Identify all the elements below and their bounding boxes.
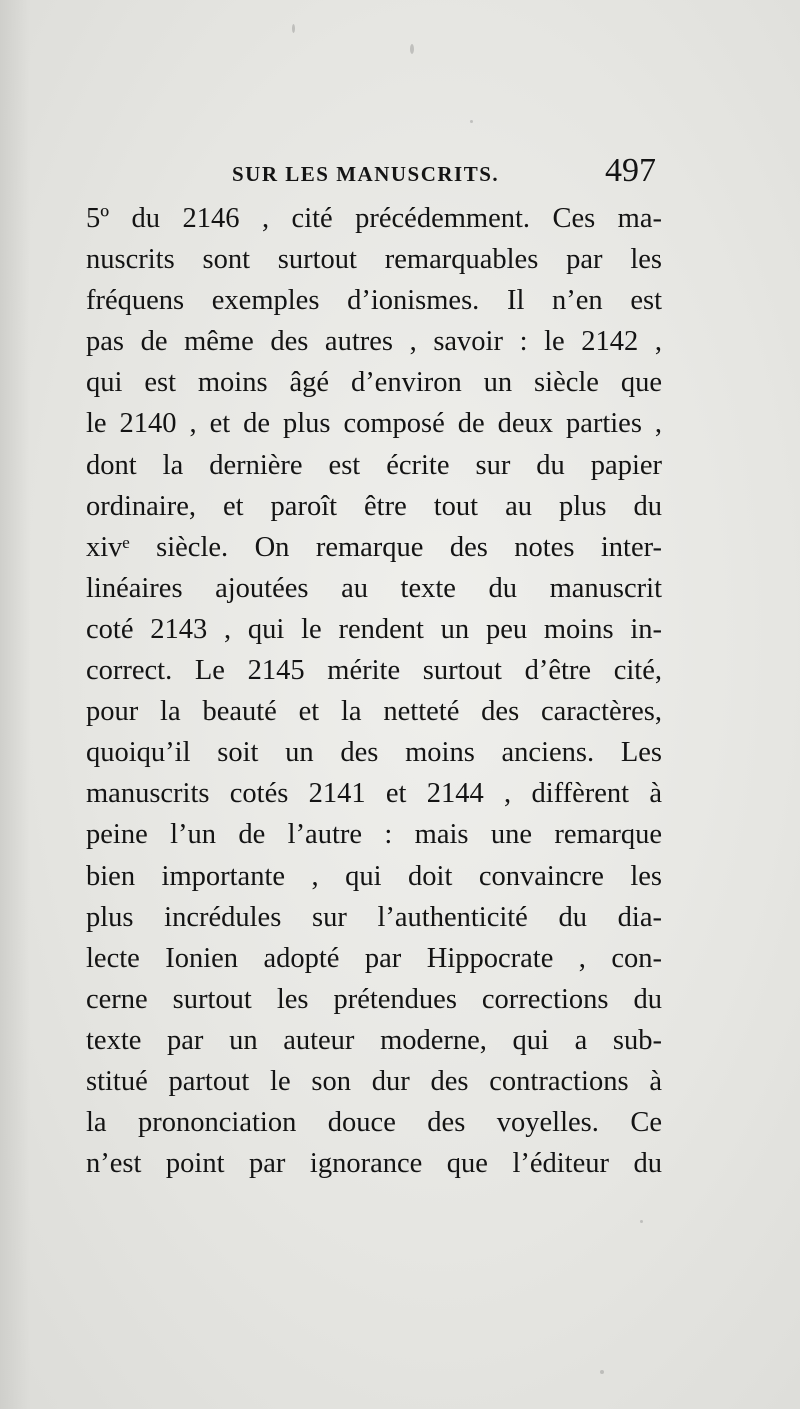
text-line: manuscrits cotés 2141 et 2144 , diffèrent à bbox=[86, 778, 662, 810]
text-line: la prononciation douce des voyelles. Ce bbox=[86, 1107, 662, 1139]
text-line: pour la beauté et la netteté des caractères, bbox=[86, 696, 662, 728]
page-header bbox=[86, 152, 664, 192]
text-line: pas de même des autres , savoir : le 2142 , bbox=[86, 326, 662, 358]
text-line: xivᵉ siècle. On remarque des notes inter- bbox=[86, 531, 662, 563]
text-line: linéaires ajoutées au texte du manuscrit bbox=[86, 572, 662, 604]
text-line: stitué partout le son dur des contractions à bbox=[86, 1065, 662, 1097]
text-line: peine l’un de l’autre : mais une remarque bbox=[86, 819, 662, 851]
text-line: coté 2143 , qui le rendent un peu moins in- bbox=[86, 613, 662, 645]
text-line: fréquens exemples d’ionismes. Il n’en est bbox=[86, 285, 662, 317]
running-head: SUR LES MANUSCRITS. bbox=[232, 162, 500, 186]
text-line: nuscrits sont surtout remarquables par les bbox=[86, 244, 662, 276]
text-line: lecte Ionien adopté par Hippocrate , con- bbox=[86, 942, 662, 974]
paper-speck bbox=[640, 1220, 643, 1223]
paper-speck bbox=[292, 24, 295, 33]
page-number: 497 bbox=[605, 152, 656, 189]
text-line: qui est moins âgé d’environ un siècle que bbox=[86, 367, 662, 399]
text-line: 5º du 2146 , cité précédemment. Ces ma- bbox=[86, 203, 662, 234]
text-line: plus incrédules sur l’authenticité du dia- bbox=[86, 901, 662, 933]
text-line: cerne surtout les prétendues corrections du bbox=[86, 983, 662, 1015]
text-line: ordinaire, et paroît être tout au plus du bbox=[86, 490, 662, 522]
paper-speck bbox=[410, 44, 414, 54]
body-text bbox=[86, 198, 662, 1184]
text-line: le 2140 , et de plus composé de deux parties , bbox=[86, 408, 662, 440]
text-line: n’est point par ignorance que l’éditeur du bbox=[86, 1148, 662, 1180]
paper-speck bbox=[470, 120, 473, 123]
text-line: quoiqu’il soit un des moins anciens. Les bbox=[86, 737, 662, 769]
text-line: correct. Le 2145 mérite surtout d’être cité, bbox=[86, 655, 662, 687]
text-line: bien importante , qui doit convaincre les bbox=[86, 860, 662, 892]
text-line: texte par un auteur moderne, qui a sub- bbox=[86, 1024, 662, 1056]
text-line: dont la dernière est écrite sur du papier bbox=[86, 449, 662, 481]
page-edge-shadow bbox=[0, 0, 30, 1409]
paper-speck bbox=[600, 1370, 604, 1374]
